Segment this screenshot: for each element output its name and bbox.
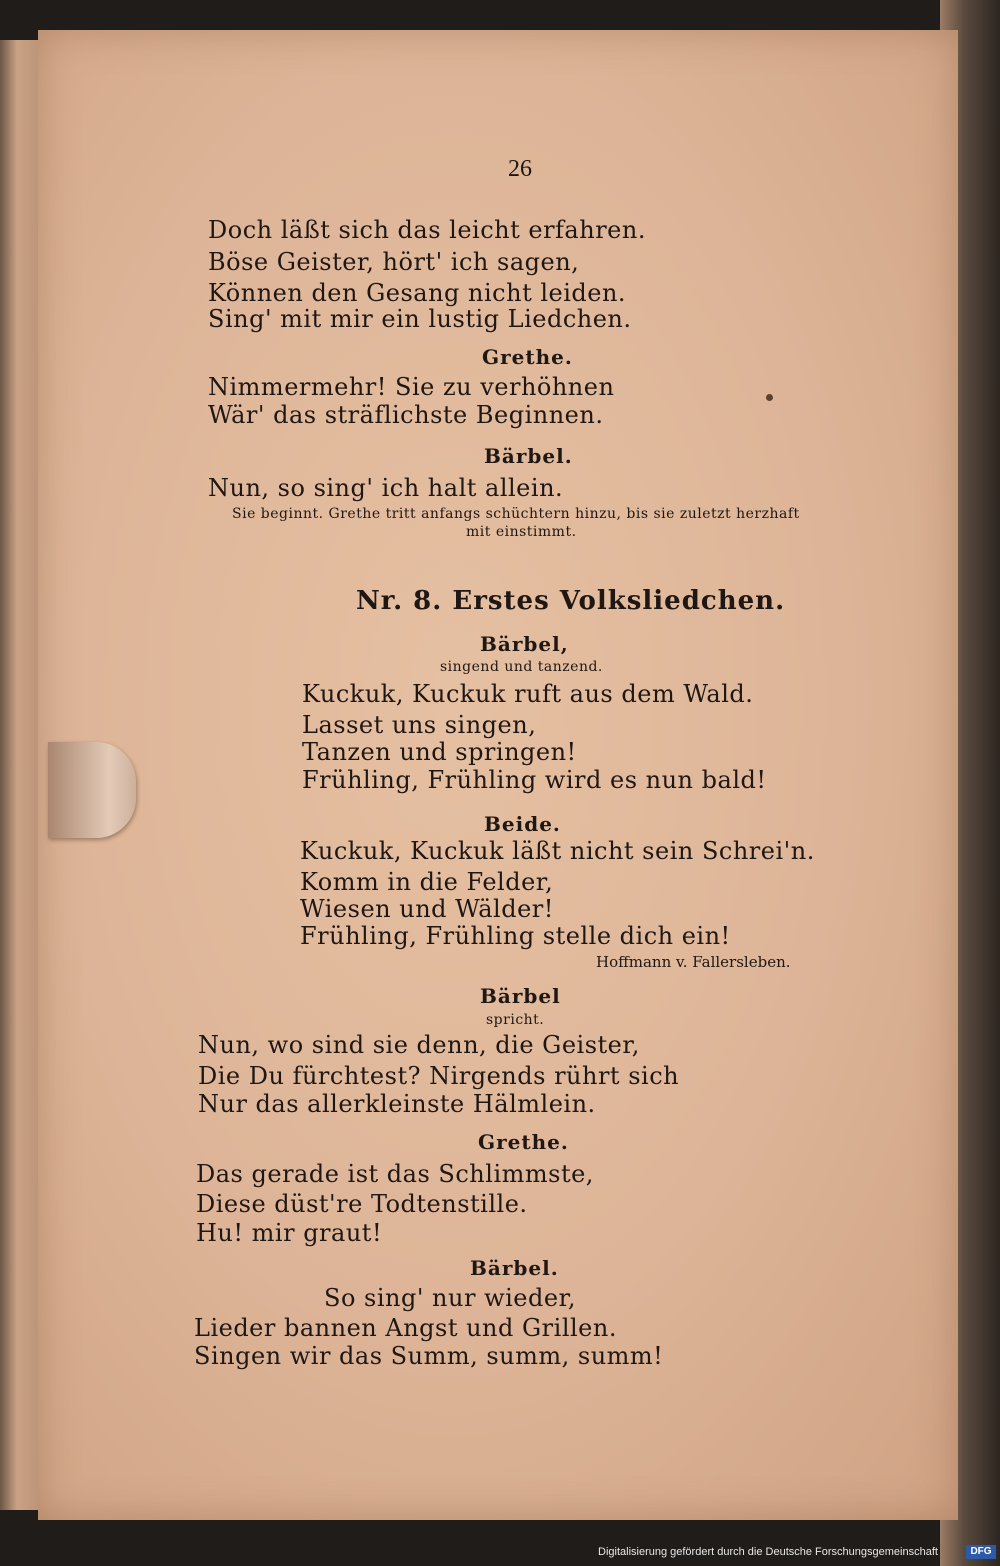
verse-line: Kuckuk, Kuckuk ruft aus dem Wald. bbox=[302, 680, 754, 708]
verse-line: Kuckuk, Kuckuk läßt nicht sein Schrei'n. bbox=[300, 837, 815, 865]
verse-line: Nun, so sing' ich halt allein. bbox=[208, 474, 564, 502]
stage-direction: singend und tanzend. bbox=[440, 659, 603, 675]
verse-line: Nimmermehr! Sie zu verhöhnen bbox=[208, 373, 615, 401]
stage-direction: mit einstimmt. bbox=[466, 524, 577, 540]
paper-clip bbox=[48, 742, 136, 838]
verse-line: Die Du fürchtest? Nirgends rührt sich bbox=[198, 1062, 680, 1090]
speaker-name: Bärbel bbox=[480, 984, 561, 1008]
page-number: 26 bbox=[508, 156, 532, 182]
verse-line: Sing' mit mir ein lustig Liedchen. bbox=[208, 305, 632, 333]
verse-line: Hu! mir graut! bbox=[196, 1219, 383, 1247]
verse-line: Komm in die Felder, bbox=[300, 868, 554, 896]
speaker-name: Bärbel. bbox=[484, 444, 573, 468]
section-heading: Nr. 8. Erstes Volksliedchen. bbox=[356, 586, 786, 616]
verse-line: Lieder bannen Angst und Grillen. bbox=[194, 1314, 617, 1342]
digitization-credit: Digitalisierung gefördert durch die Deutsche Forschungsgemeinschaft bbox=[598, 1546, 938, 1558]
verse-line: Tanzen und springen! bbox=[302, 738, 577, 766]
verse-line: Können den Gesang nicht leiden. bbox=[208, 279, 627, 307]
verse-line: Doch läßt sich das leicht erfahren. bbox=[208, 216, 646, 244]
verse-line: Lasset uns singen, bbox=[302, 711, 537, 739]
verse-line: Böse Geister, hört' ich sagen, bbox=[208, 248, 580, 276]
verse-line: Frühling, Frühling wird es nun bald! bbox=[302, 766, 767, 794]
verse-line: Nur das allerkleinste Hälmlein. bbox=[198, 1090, 596, 1118]
verse-line: Singen wir das Summ, summ, summ! bbox=[194, 1342, 664, 1370]
verse-line: Wär' das sträflichste Beginnen. bbox=[208, 401, 604, 429]
verse-line: Das gerade ist das Schlimmste, bbox=[196, 1160, 594, 1188]
speaker-name: Bärbel, bbox=[480, 632, 569, 656]
paper-speck bbox=[766, 394, 773, 401]
speaker-name: Beide. bbox=[484, 812, 561, 836]
speaker-name: Grethe. bbox=[478, 1130, 569, 1154]
verse-line: Frühling, Frühling stelle dich ein! bbox=[300, 922, 731, 950]
poem-attribution: Hoffmann v. Fallersleben. bbox=[596, 953, 791, 971]
stage-direction: Sie beginnt. Grethe tritt anfangs schüchtern hinzu, bis sie zuletzt herzhaft bbox=[232, 506, 800, 522]
stage-direction: spricht. bbox=[486, 1012, 545, 1028]
verse-line: Nun, wo sind sie denn, die Geister, bbox=[198, 1031, 640, 1059]
speaker-name: Grethe. bbox=[482, 345, 573, 369]
dfg-logo: DFG bbox=[966, 1545, 996, 1559]
verse-line: Diese düst're Todtenstille. bbox=[196, 1190, 528, 1218]
verse-line: So sing' nur wieder, bbox=[324, 1284, 577, 1312]
verse-line: Wiesen und Wälder! bbox=[300, 895, 554, 923]
speaker-name: Bärbel. bbox=[470, 1256, 559, 1280]
